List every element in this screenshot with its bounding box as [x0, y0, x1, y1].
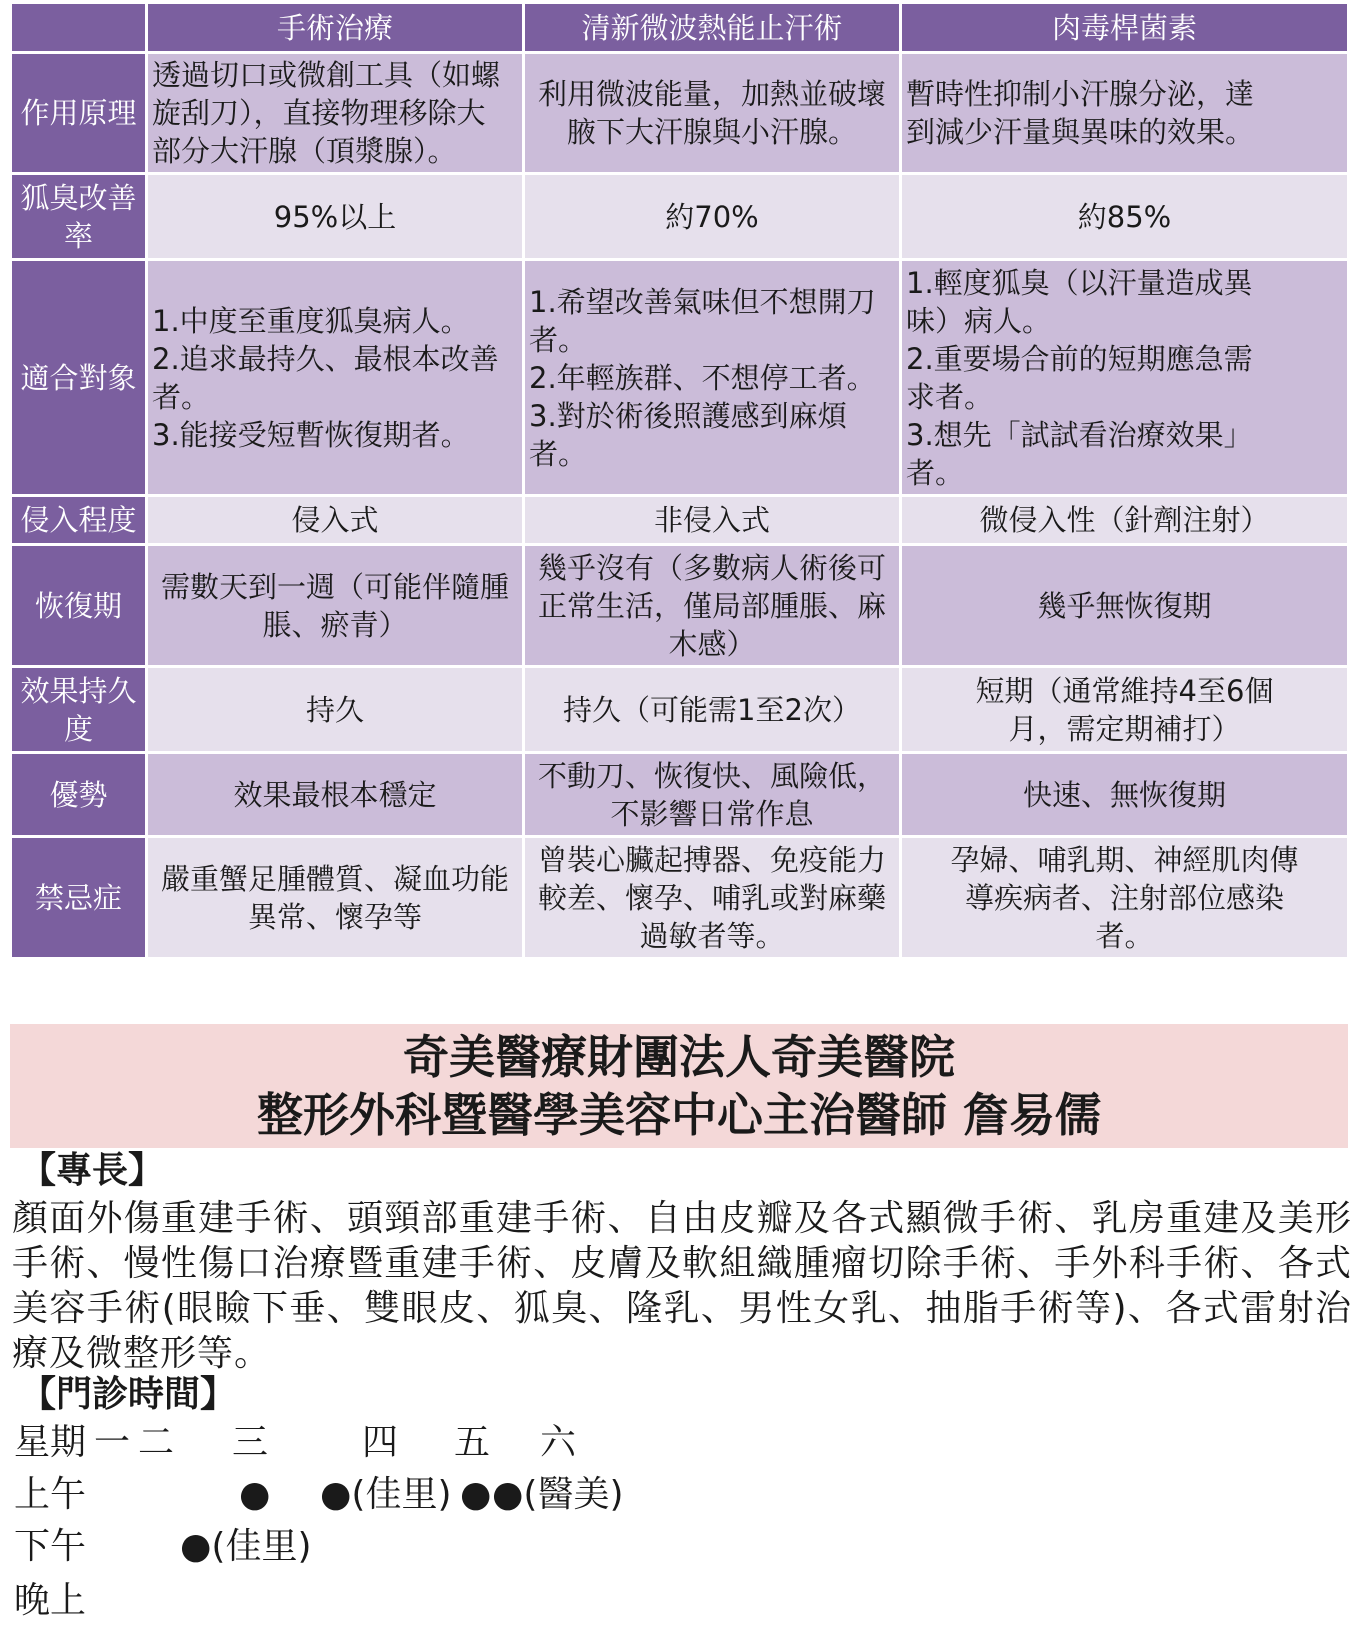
table-cell: 利用微波能量，加熱並破壞 腋下大汗腺與小汗腺。	[525, 54, 902, 175]
morning-thu: ●(佳里)	[320, 1474, 452, 1515]
treatment-comparison-table	[12, 4, 1347, 960]
day-wed: 三	[232, 1422, 269, 1463]
table-cell: 持久（可能需1至2次）	[525, 668, 902, 754]
table-header-row	[12, 4, 1347, 54]
table-cell: 1.希望改善氣味但不想開刀 者。 2.年輕族群、不想停工者。 3.對於術後照護感到麻煩 者。	[525, 261, 902, 497]
header-surgery: 手術治療	[148, 4, 525, 54]
table-cell: 95%以上	[148, 175, 525, 261]
specialty-text: 顏面外傷重建手術、頭頸部重建手術、自由皮瓣及各式顯微手術、乳房重建及美形手術、慢性傷口治療暨重建手術、皮膚及軟組織腫瘤切除手術、手外科手術、各式美容手術(眼瞼下垂、雙眼皮、狐臭、隆乳、男性女乳、抽脂手術等)、各式雷射治療及微整形等。	[12, 1198, 1352, 1374]
table-cell: 非侵入式	[525, 497, 902, 546]
row-label: 效果持久 度	[12, 668, 148, 754]
table-cell: 1.輕度狐臭（以汗量造成異 味）病人。 2.重要場合前的短期應急需 求者。 3.想先「試試看治療效果」 者。	[902, 261, 1347, 497]
table-cell: 效果最根本穩定	[148, 754, 525, 838]
header-microwave: 清新微波熱能止汗術	[525, 4, 902, 54]
morning-wed: ●	[239, 1474, 271, 1515]
morning-label: 上午	[14, 1474, 87, 1515]
schedule-morning-row	[14, 1472, 914, 1518]
day-fri: 五	[454, 1422, 491, 1463]
morning-sat: ●(醫美)	[492, 1474, 624, 1515]
schedule-evening-row	[14, 1578, 914, 1624]
doctor-banner	[10, 1024, 1348, 1148]
table-row	[12, 54, 1347, 175]
schedule-afternoon-row	[14, 1524, 914, 1570]
clinic-hours-heading: 【門診時間】	[20, 1374, 237, 1415]
table-cell: 快速、無恢復期	[902, 754, 1347, 838]
table-row	[12, 175, 1347, 261]
table-row	[12, 546, 1347, 668]
table-row	[12, 838, 1347, 960]
row-label: 作用原理	[12, 54, 148, 175]
days-label: 星期	[14, 1422, 87, 1463]
row-label: 優勢	[12, 754, 148, 838]
row-label: 狐臭改善 率	[12, 175, 148, 261]
evening-label: 晚上	[14, 1580, 87, 1621]
table-cell: 幾乎無恢復期	[902, 546, 1347, 668]
row-label: 禁忌症	[12, 838, 148, 960]
table-cell: 不動刀、恢復快、風險低， 不影響日常作息	[525, 754, 902, 838]
day-thu: 四	[362, 1422, 399, 1463]
table-row	[12, 261, 1347, 497]
table-cell: 嚴重蟹足腫體質、凝血功能 異常、懷孕等	[148, 838, 525, 960]
table-row	[12, 497, 1347, 546]
table-cell: 微侵入性（針劑注射）	[902, 497, 1347, 546]
doctor-title: 整形外科暨醫學美容中心主治醫師 詹易儒	[256, 1088, 1101, 1142]
day-mon: 一	[94, 1422, 131, 1463]
table-cell: 持久	[148, 668, 525, 754]
table-cell: 透過切口或微創工具（如螺 旋刮刀），直接物理移除大 部分大汗腺（頂漿腺）。	[148, 54, 525, 175]
table-cell: 約85%	[902, 175, 1347, 261]
row-label: 適合對象	[12, 261, 148, 497]
table-cell: 1.中度至重度狐臭病人。 2.追求最持久、最根本改善 者。 3.能接受短暫恢復期者。	[148, 261, 525, 497]
table-cell: 約70%	[525, 175, 902, 261]
schedule-days-row	[14, 1420, 914, 1466]
table-cell: 侵入式	[148, 497, 525, 546]
table-row	[12, 754, 1347, 838]
table-cell: 曾裝心臟起搏器、免疫能力 較差、懷孕、哺乳或對麻藥 過敏者等。	[525, 838, 902, 960]
hospital-name: 奇美醫療財團法人奇美醫院	[403, 1030, 955, 1084]
morning-fri: ●	[460, 1474, 492, 1515]
header-botox: 肉毒桿菌素	[902, 4, 1347, 54]
afternoon-tue: ●(佳里)	[180, 1526, 312, 1567]
day-sat: 六	[540, 1422, 577, 1463]
table-cell: 孕婦、哺乳期、神經肌肉傳 導疾病者、注射部位感染 者。	[902, 838, 1347, 960]
afternoon-label: 下午	[14, 1526, 87, 1567]
table-cell: 短期（通常維持4至6個 月，需定期補打）	[902, 668, 1347, 754]
day-tue: 二	[138, 1422, 175, 1463]
row-label: 恢復期	[12, 546, 148, 668]
table-cell: 暫時性抑制小汗腺分泌，達 到減少汗量與異味的效果。	[902, 54, 1347, 175]
table-cell: 需數天到一週（可能伴隨腫 脹、瘀青）	[148, 546, 525, 668]
header-corner	[12, 4, 148, 54]
table-cell: 幾乎沒有（多數病人術後可 正常生活，僅局部腫脹、麻 木感）	[525, 546, 902, 668]
specialty-heading: 【專長】	[20, 1150, 165, 1191]
table-row	[12, 668, 1347, 754]
row-label: 侵入程度	[12, 497, 148, 546]
